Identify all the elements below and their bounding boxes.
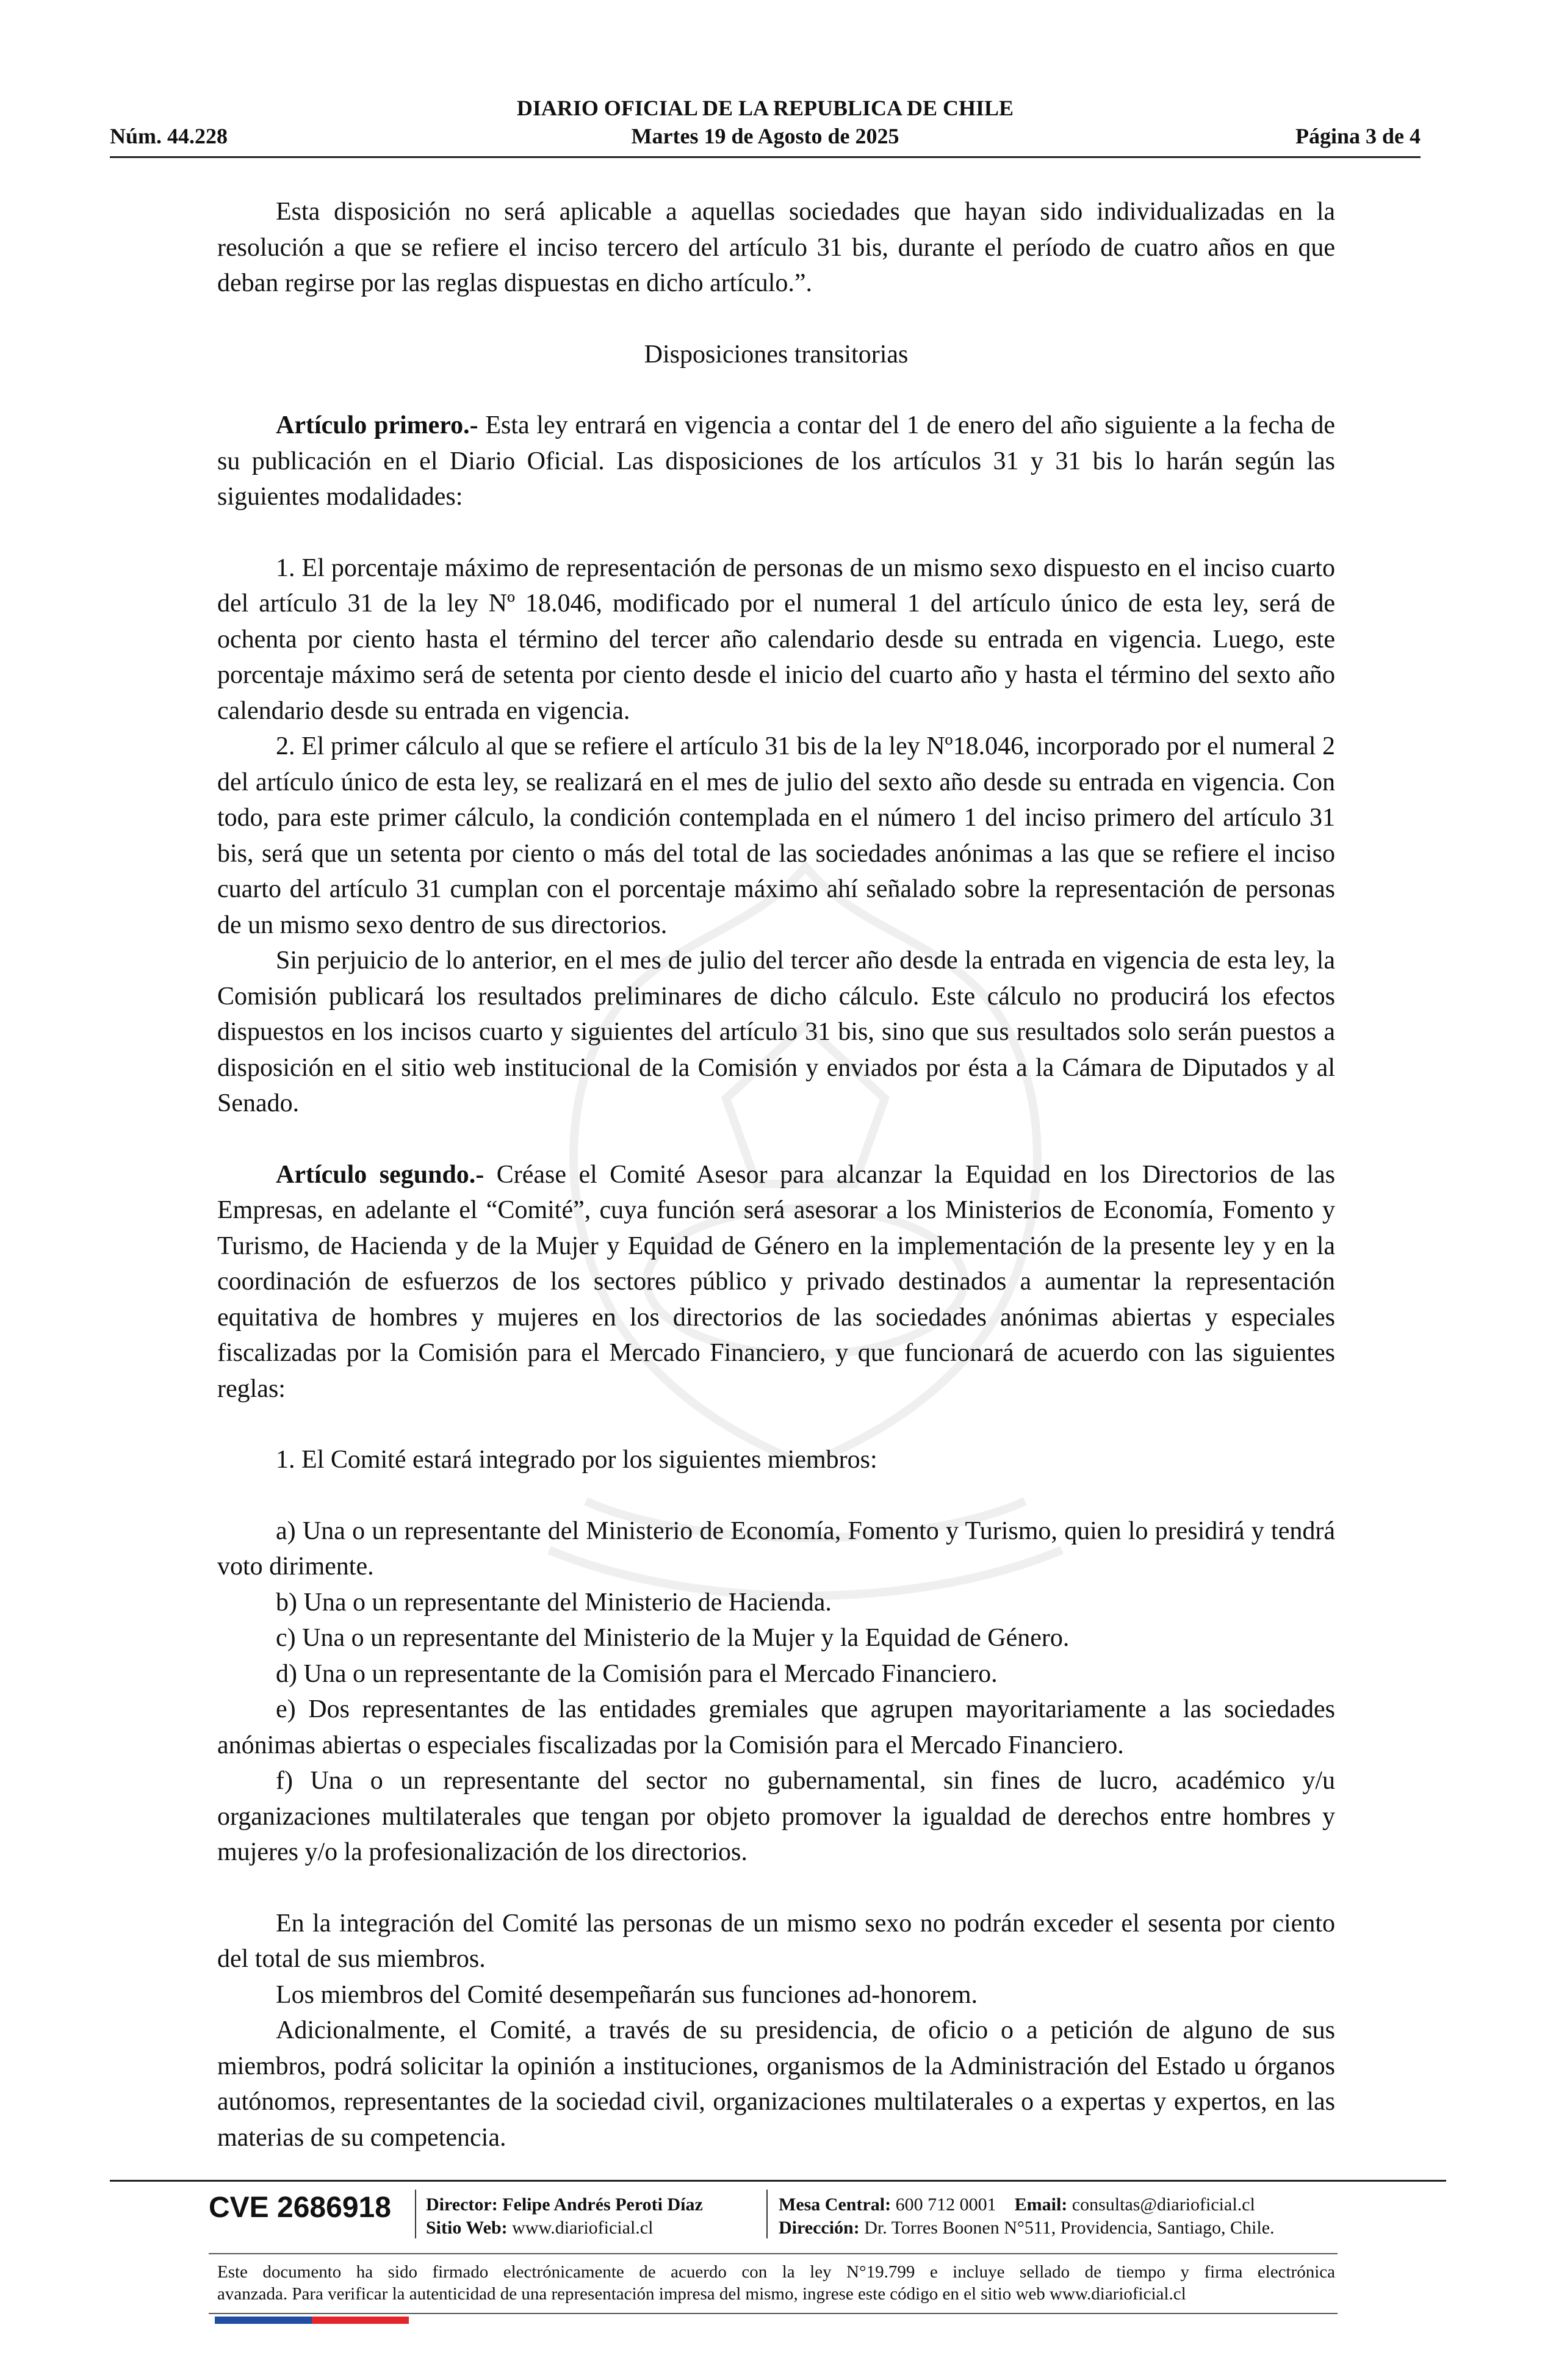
article-first-paragraph-3: Sin perjuicio de lo anterior, en el mes de julio del tercer año desde la entrada en vigencia de esta ley, la Comisión publicará los resultados preliminares de dicho cálculo. Este cálculo no producirá los efectos dispuestos en los incisos cuarto y siguientes del artículo 31 bis, sino que sus resultados solo serán puestos a disposición en el sitio web institucional de la Comisión y enviados por ésta a la Cámara de Diputados y al Senado. <box>217 947 1335 1117</box>
flag-stripe-segment <box>361 2317 409 2324</box>
director-label: Director: <box>426 2194 498 2215</box>
section-title: Disposiciones transitorias <box>644 340 909 369</box>
article-first-item-2: 2. El primer cálculo al que se refiere el artículo 31 bis de la ley Nº18.046, incorporado por el numeral 2 del artículo único de esta ley, se realizará en el mes de julio del sexto año desde su entrada en vigencia. Con todo, para este primer cálculo, la condición contemplada en el número 1 del inciso primero del artículo 31 bis, será que un setenta por ciento o más del total de las sociedades anónimas a las que se refiere el inciso cuarto del artículo 31 cumplan con el porcentaje máximo ahí señalado sobre la representación de personas de un mismo sexo dentro de sus directorios. <box>217 732 1335 939</box>
page-number: Página 3 de 4 <box>1295 124 1421 148</box>
composition-paragraph-1: En la integración del Comité las personas de un mismo sexo no podrán exceder el sesenta por ciento del total de sus miembros. <box>217 1909 1335 1973</box>
article-first-item-1: 1. El porcentaje máximo de representación de personas de un mismo sexo dispuesto en el inciso cuarto del artículo 31 de la ley Nº 18.046, modificado por el numeral 1 del artículo único de esta ley, será de ochenta por ciento hasta el término del tercer año calendario desde su entrada en vigencia. Luego, este porcentaje máximo será de setenta por ciento desde el inicio del cuarto año y hasta el término del sexto año calendario desde su entrada en vigencia. <box>217 554 1335 725</box>
closing-paragraph: Esta disposición no será aplicable a aquellas sociedades que hayan sido individualizadas en la resolución a que se refiere el inciso tercero del artículo 31 bis, durante el período de cuatro años en que deban regirse por las reglas dispuestas en dicho artículo.”. <box>217 198 1335 297</box>
flag-stripe-segment <box>312 2317 361 2324</box>
address-value: Dr. Torres Boonen N°511, Providencia, Santiago, Chile. <box>864 2218 1275 2238</box>
phone-label: Mesa Central: <box>779 2194 891 2215</box>
article-second-item-1: 1. El Comité estará integrado por los siguientes miembros: <box>276 1446 877 1474</box>
cve-code: CVE 2686918 <box>209 2191 391 2224</box>
phone-value: 600 712 0001 <box>895 2194 996 2215</box>
article-second <box>217 1157 1335 1407</box>
footer-contact-block <box>779 2193 1275 2240</box>
document-body <box>217 194 1335 2155</box>
article-first-label: Artículo primero.- <box>276 411 478 439</box>
website-label: Sitio Web: <box>426 2218 508 2238</box>
footer-separator <box>766 2190 768 2238</box>
article-second-text: Créase el Comité Asesor para alcanzar la Equidad en los Directorios de las Empresas, en adelante el “Comité”, cuya función será asesorar a los Ministerios de Economía, Fomento y Turismo, de Hacienda y de la Mujer y Equidad de Género en la implementación de la presente ley y en la coordinación de esfuerzos de los sectores público y privado destinados a aumentar la representación equitativa de hombres y mujeres en los directorios de las sociedades anónimas abiertas y especiales fiscalizadas por la Comisión para el Mercado Financiero, y que funcionará de acuerdo con las siguientes reglas: <box>217 1160 1335 1403</box>
footer-divider <box>110 2180 1446 2182</box>
issue-number: Núm. 44.228 <box>110 124 228 148</box>
member-a: a) Una o un representante del Ministerio de Economía, Fomento y Turismo, quien lo presidirá y tendrá voto dirimente. <box>217 1516 1335 1581</box>
member-d: d) Una o un representante de la Comisión para el Mercado Financiero. <box>276 1659 998 1688</box>
header-divider <box>110 156 1421 158</box>
flag-stripe-segment <box>215 2317 264 2324</box>
footer-divider <box>209 2253 1338 2254</box>
composition-paragraph-2: Los miembros del Comité desempeñarán sus funciones ad-honorem. <box>276 1980 978 2009</box>
composition-paragraph-3: Adicionalmente, el Comité, a través de su presidencia, de oficio o a petición de alguno de sus miembros, podrá solicitar la opinión a instituciones, organismos de la Administración del Estado u órganos autónomos, representantes de la sociedad civil, organizaciones multilaterales o a expertas y expertos, en las materias de su competencia. <box>217 2016 1335 2152</box>
email-link[interactable]: consultas@diarioficial.cl <box>1072 2194 1255 2215</box>
legal-notice <box>217 2261 1335 2305</box>
legal-notice-line: Este documento ha sido firmado electrónicamente de acuerdo con la ley N°19.799 e incluye sellado de tiempo y firma electrónica <box>217 2262 1335 2282</box>
member-c: c) Una o un representante del Ministerio de la Mujer y la Equidad de Género. <box>276 1624 1070 1652</box>
email-label: Email: <box>1014 2194 1068 2215</box>
issue-date: Martes 19 de Agosto de 2025 <box>631 124 899 148</box>
member-f: f) Una o un representante del sector no gubernamental, sin fines de lucro, académico y/u organizaciones multilaterales que tengan por objeto promover la igualdad de derechos entre hombres y mujeres y/o la profesionalización de los directorios. <box>217 1767 1335 1866</box>
director-name: Felipe Andrés Peroti Díaz <box>502 2194 703 2215</box>
page-header <box>110 93 1421 160</box>
address-label: Dirección: <box>779 2218 860 2238</box>
footer-director-block <box>426 2193 703 2240</box>
member-b: b) Una o un representante del Ministerio de Hacienda. <box>276 1588 832 1617</box>
footer-separator <box>415 2190 416 2238</box>
footer-divider <box>209 2313 1338 2314</box>
website-link[interactable]: www.diarioficial.cl <box>512 2218 654 2238</box>
member-e: e) Dos representantes de las entidades gremiales que agrupen mayoritariamente a las sociedades anónimas abiertas o especiales fiscalizadas por la Comisión para el Mercado Financiero. <box>217 1695 1335 1759</box>
article-first-text: Esta ley entrará en vigencia a contar del 1 de enero del año siguiente a la fecha de su publicación en el Diario Oficial. Las disposiciones de los artículos 31 y 31 bis lo harán según las siguientes modalidades: <box>217 411 1335 511</box>
flag-stripe-segment <box>264 2317 312 2324</box>
article-second-label: Artículo segundo.- <box>276 1160 484 1189</box>
article-first <box>217 408 1335 515</box>
legal-notice-line: avanzada. Para verificar la autenticidad de una representación impresa del mismo, ingrese este código en el sitio web www.diarioficial.cl <box>217 2284 1186 2304</box>
gazette-title: DIARIO OFICIAL DE LA REPUBLICA DE CHILE <box>516 96 1014 120</box>
flag-stripe <box>215 2317 409 2324</box>
